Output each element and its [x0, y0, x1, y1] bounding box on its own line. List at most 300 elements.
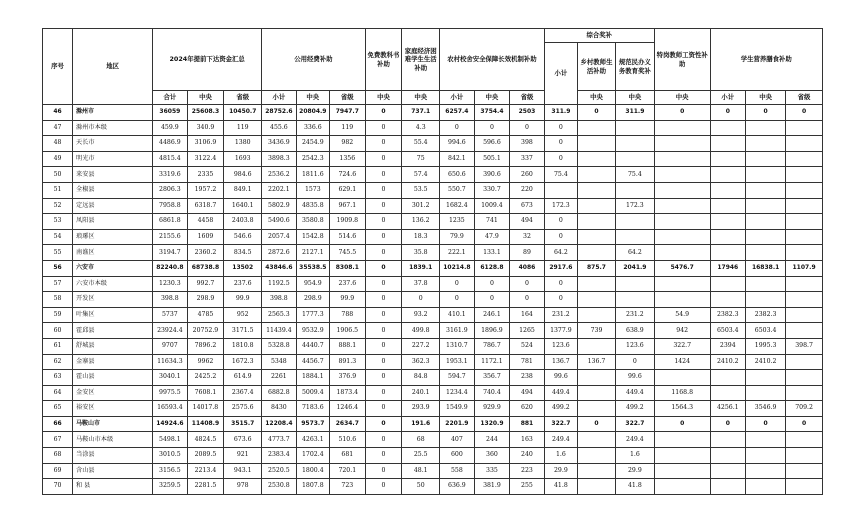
header-central: 中央	[402, 91, 440, 105]
table-row	[43, 120, 823, 136]
row-region: 天长市	[73, 136, 153, 152]
row-cell	[746, 463, 786, 479]
row-cell: 0	[365, 307, 402, 323]
row-cell: 0	[474, 276, 510, 292]
row-cell: 510.6	[330, 432, 366, 448]
header-provincial: 省级	[786, 91, 823, 105]
row-cell: 20804.9	[296, 105, 329, 121]
row-cell: 2565.3	[262, 307, 296, 323]
row-cell: 2201.9	[440, 416, 474, 432]
header-award-subtotal: 小计	[544, 43, 577, 105]
row-seq: 57	[43, 276, 73, 292]
row-cell: 240.1	[402, 385, 440, 401]
row-region: 全椒县	[73, 182, 153, 198]
row-cell: 4.3	[402, 120, 440, 136]
row-cell: 629.1	[330, 182, 366, 198]
row-cell: 614.9	[224, 370, 262, 386]
row-cell	[578, 370, 616, 386]
row-cell: 0	[365, 292, 402, 308]
row-cell: 2394	[710, 338, 746, 354]
row-cell: 6861.8	[153, 214, 187, 230]
header-central: 中央	[615, 91, 654, 105]
row-cell: 740.4	[474, 385, 510, 401]
row-cell: 952	[224, 307, 262, 323]
header-award: 综合奖补	[544, 29, 654, 43]
row-cell: 9707	[153, 338, 187, 354]
row-cell: 298.9	[296, 292, 329, 308]
row-cell: 2202.1	[262, 182, 296, 198]
row-seq: 66	[43, 416, 73, 432]
row-cell	[746, 432, 786, 448]
row-region: 六安市	[73, 260, 153, 276]
row-seq: 64	[43, 385, 73, 401]
row-cell: 43846.6	[262, 260, 296, 276]
row-cell: 322.7	[544, 416, 577, 432]
row-cell: 4785	[187, 307, 224, 323]
row-cell	[710, 136, 746, 152]
row-cell: 255	[510, 479, 544, 495]
table-row	[43, 432, 823, 448]
row-cell	[654, 198, 710, 214]
row-seq: 60	[43, 323, 73, 339]
row-cell: 360	[474, 448, 510, 464]
row-cell: 3171.5	[224, 323, 262, 339]
row-cell	[786, 151, 823, 167]
row-cell	[786, 463, 823, 479]
row-cell	[710, 463, 746, 479]
row-seq: 59	[43, 307, 73, 323]
row-seq: 61	[43, 338, 73, 354]
row-region: 马鞍山市本级	[73, 432, 153, 448]
row-cell: 4824.5	[187, 432, 224, 448]
row-cell: 505.1	[474, 151, 510, 167]
row-cell: 75.4	[615, 167, 654, 183]
header-rural-building: 农村校舍安全保障长效机制补助	[440, 29, 545, 91]
row-cell	[654, 292, 710, 308]
row-cell	[786, 214, 823, 230]
row-cell: 1564.3	[654, 401, 710, 417]
row-seq: 68	[43, 448, 73, 464]
table-row	[43, 229, 823, 245]
header-total: 合计	[153, 91, 187, 105]
row-cell: 57.4	[402, 167, 440, 183]
row-cell: 356.7	[474, 370, 510, 386]
row-cell: 1.6	[615, 448, 654, 464]
row-cell: 3546.9	[746, 401, 786, 417]
row-cell: 32	[510, 229, 544, 245]
header-provincial: 省级	[510, 91, 544, 105]
header-central: 中央	[474, 91, 510, 105]
row-cell	[710, 198, 746, 214]
row-region: 裕安区	[73, 401, 153, 417]
row-cell: 244	[474, 432, 510, 448]
row-region: 南谯区	[73, 245, 153, 261]
row-cell: 673.6	[224, 432, 262, 448]
row-cell: 1896.9	[474, 323, 510, 339]
row-cell: 8308.1	[330, 260, 366, 276]
row-cell	[578, 167, 616, 183]
row-cell: 9975.5	[153, 385, 187, 401]
row-cell: 0	[365, 151, 402, 167]
row-cell: 2520.5	[262, 463, 296, 479]
row-cell	[786, 385, 823, 401]
row-seq: 65	[43, 401, 73, 417]
row-seq: 55	[43, 245, 73, 261]
row-cell: 875.7	[578, 260, 616, 276]
row-cell: 322.7	[654, 338, 710, 354]
row-cell	[654, 120, 710, 136]
row-cell: 12208.4	[262, 416, 296, 432]
row-cell	[578, 136, 616, 152]
row-cell: 594.7	[440, 370, 474, 386]
row-cell	[654, 448, 710, 464]
row-cell: 163	[510, 432, 544, 448]
row-cell: 2261	[262, 370, 296, 386]
row-cell: 737.1	[402, 105, 440, 121]
row-region: 当涂县	[73, 448, 153, 464]
row-cell: 1230.3	[153, 276, 187, 292]
row-cell: 888.1	[330, 338, 366, 354]
row-cell: 1884.1	[296, 370, 329, 386]
row-cell: 5490.6	[262, 214, 296, 230]
row-cell: 0	[544, 292, 577, 308]
row-cell: 55.4	[402, 136, 440, 152]
row-cell: 3010.5	[153, 448, 187, 464]
row-cell: 381.9	[474, 479, 510, 495]
row-cell: 524	[510, 338, 544, 354]
row-cell: 0	[365, 182, 402, 198]
row-cell	[746, 292, 786, 308]
table-row	[43, 276, 823, 292]
row-cell: 788	[330, 307, 366, 323]
row-cell: 68	[402, 432, 440, 448]
row-cell: 246.1	[474, 307, 510, 323]
table-body	[43, 105, 823, 495]
row-cell	[786, 198, 823, 214]
row-cell: 0	[365, 260, 402, 276]
row-cell: 2542.3	[296, 151, 329, 167]
row-cell: 0	[365, 105, 402, 121]
row-cell: 227.2	[402, 338, 440, 354]
row-cell: 514.6	[330, 229, 366, 245]
row-cell: 0	[440, 120, 474, 136]
row-cell: 2536.2	[262, 167, 296, 183]
row-cell: 1246.4	[330, 401, 366, 417]
table-row	[43, 323, 823, 339]
row-cell: 322.7	[615, 416, 654, 432]
row-cell: 1320.9	[474, 416, 510, 432]
row-cell: 10214.8	[440, 260, 474, 276]
row-cell: 2057.4	[262, 229, 296, 245]
row-cell: 2127.1	[296, 245, 329, 261]
row-cell: 709.2	[786, 401, 823, 417]
row-cell: 921	[224, 448, 262, 464]
row-cell	[710, 151, 746, 167]
row-cell: 1377.9	[544, 323, 577, 339]
row-cell: 398.7	[786, 338, 823, 354]
row-cell: 3040.1	[153, 370, 187, 386]
row-cell	[654, 370, 710, 386]
row-cell: 5328.8	[262, 338, 296, 354]
row-cell: 398.8	[262, 292, 296, 308]
row-cell: 5009.4	[296, 385, 329, 401]
row-cell: 29.9	[544, 463, 577, 479]
row-cell: 455.6	[262, 120, 296, 136]
row-seq: 56	[43, 260, 73, 276]
row-cell: 0	[746, 416, 786, 432]
row-seq: 47	[43, 120, 73, 136]
row-cell: 2281.5	[187, 479, 224, 495]
row-cell	[746, 448, 786, 464]
row-seq: 69	[43, 463, 73, 479]
row-cell: 0	[510, 292, 544, 308]
row-cell: 1957.2	[187, 182, 224, 198]
header-subtotal: 小计	[710, 91, 746, 105]
row-cell: 54.9	[654, 307, 710, 323]
row-cell: 4773.7	[262, 432, 296, 448]
row-cell	[710, 167, 746, 183]
row-cell: 558	[440, 463, 474, 479]
row-cell: 1995.3	[746, 338, 786, 354]
row-cell: 620	[510, 401, 544, 417]
row-cell: 1953.1	[440, 354, 474, 370]
row-cell: 7958.8	[153, 198, 187, 214]
row-cell: 954.9	[296, 276, 329, 292]
row-cell	[654, 229, 710, 245]
row-cell: 2213.4	[187, 463, 224, 479]
row-cell	[654, 463, 710, 479]
row-cell: 499.2	[615, 401, 654, 417]
row-cell	[710, 214, 746, 230]
row-cell	[746, 214, 786, 230]
row-cell: 0	[474, 120, 510, 136]
row-cell	[578, 229, 616, 245]
row-seq: 53	[43, 214, 73, 230]
row-cell: 1609	[187, 229, 224, 245]
row-cell	[746, 245, 786, 261]
row-cell: 237.6	[224, 276, 262, 292]
row-cell: 119	[330, 120, 366, 136]
row-cell: 2382.3	[710, 307, 746, 323]
row-cell	[615, 136, 654, 152]
row-cell: 220	[510, 182, 544, 198]
row-cell: 0	[710, 416, 746, 432]
row-cell	[746, 385, 786, 401]
row-cell: 136.7	[544, 354, 577, 370]
row-cell: 499.8	[402, 323, 440, 339]
row-cell: 311.9	[615, 105, 654, 121]
row-cell	[654, 136, 710, 152]
row-cell: 231.2	[615, 307, 654, 323]
row-cell: 3194.7	[153, 245, 187, 261]
row-cell: 340.9	[187, 120, 224, 136]
row-region: 明光市	[73, 151, 153, 167]
row-cell	[746, 198, 786, 214]
row-cell: 2503	[510, 105, 544, 121]
row-cell	[710, 182, 746, 198]
row-cell: 739	[578, 323, 616, 339]
row-cell: 35.8	[402, 245, 440, 261]
row-cell: 881	[510, 416, 544, 432]
header-central: 中央	[578, 91, 616, 105]
row-cell: 1839.1	[402, 260, 440, 276]
row-cell: 4458	[187, 214, 224, 230]
row-cell: 9532.9	[296, 323, 329, 339]
row-cell	[654, 432, 710, 448]
row-cell: 449.4	[544, 385, 577, 401]
row-cell: 13502	[224, 260, 262, 276]
row-seq: 62	[43, 354, 73, 370]
row-cell: 6128.8	[474, 260, 510, 276]
row-cell: 23924.4	[153, 323, 187, 339]
row-cell	[615, 292, 654, 308]
row-cell: 1107.9	[786, 260, 823, 276]
row-cell	[578, 463, 616, 479]
row-cell: 942	[654, 323, 710, 339]
row-cell: 600	[440, 448, 474, 464]
row-cell: 1265	[510, 323, 544, 339]
header-subtotal: 小计	[440, 91, 474, 105]
row-cell: 25608.3	[187, 105, 224, 121]
row-cell: 222.1	[440, 245, 474, 261]
row-cell: 2530.8	[262, 479, 296, 495]
row-cell: 335	[474, 463, 510, 479]
row-cell: 745.5	[330, 245, 366, 261]
row-cell: 0	[544, 120, 577, 136]
row-cell: 249.4	[615, 432, 654, 448]
row-cell: 0	[365, 323, 402, 339]
row-cell: 638.9	[615, 323, 654, 339]
row-cell: 0	[578, 416, 616, 432]
row-cell: 992.7	[187, 276, 224, 292]
row-region: 定远县	[73, 198, 153, 214]
row-cell	[578, 245, 616, 261]
row-cell	[615, 229, 654, 245]
row-cell	[746, 136, 786, 152]
row-cell: 3580.8	[296, 214, 329, 230]
row-cell	[786, 292, 823, 308]
row-cell: 1702.4	[296, 448, 329, 464]
row-cell	[578, 198, 616, 214]
row-cell: 5348	[262, 354, 296, 370]
row-cell: 4263.1	[296, 432, 329, 448]
table-row	[43, 292, 823, 308]
row-cell	[746, 120, 786, 136]
table-row	[43, 167, 823, 183]
row-cell: 0	[365, 448, 402, 464]
row-cell	[578, 307, 616, 323]
row-cell: 298.9	[187, 292, 224, 308]
row-cell: 596.6	[474, 136, 510, 152]
row-cell: 99.9	[224, 292, 262, 308]
row-cell: 8430	[262, 401, 296, 417]
row-region: 舒城县	[73, 338, 153, 354]
row-cell: 0	[786, 416, 823, 432]
row-cell: 6503.4	[710, 323, 746, 339]
row-cell: 0	[440, 292, 474, 308]
row-cell: 172.3	[615, 198, 654, 214]
row-cell	[615, 120, 654, 136]
row-cell	[578, 214, 616, 230]
row-cell: 0	[365, 416, 402, 432]
header-provincial: 省级	[224, 91, 262, 105]
table-row	[43, 136, 823, 152]
row-cell: 494	[510, 214, 544, 230]
row-cell: 1168.8	[654, 385, 710, 401]
row-cell	[786, 307, 823, 323]
row-cell	[544, 182, 577, 198]
row-cell	[746, 182, 786, 198]
row-cell: 0	[365, 245, 402, 261]
row-cell: 741	[474, 214, 510, 230]
row-cell: 3319.6	[153, 167, 187, 183]
row-cell: 123.6	[544, 338, 577, 354]
row-cell: 29.9	[615, 463, 654, 479]
fund-allocation-table	[42, 28, 823, 495]
table-row	[43, 245, 823, 261]
row-cell: 37.8	[402, 276, 440, 292]
row-cell: 449.4	[615, 385, 654, 401]
header-central: 中央	[654, 91, 710, 105]
row-cell: 240	[510, 448, 544, 464]
row-cell: 99.6	[615, 370, 654, 386]
row-cell: 2041.9	[615, 260, 654, 276]
row-cell	[710, 276, 746, 292]
table-row	[43, 307, 823, 323]
row-cell: 967.1	[330, 198, 366, 214]
header-central: 中央	[365, 91, 402, 105]
row-cell: 849.1	[224, 182, 262, 198]
row-cell: 943.1	[224, 463, 262, 479]
row-cell: 2634.7	[330, 416, 366, 432]
row-cell: 1.6	[544, 448, 577, 464]
table-row	[43, 105, 823, 121]
row-cell: 231.2	[544, 307, 577, 323]
table-row	[43, 260, 823, 276]
row-cell: 994.6	[440, 136, 474, 152]
row-cell: 0	[365, 229, 402, 245]
row-cell	[578, 479, 616, 495]
table-row	[43, 151, 823, 167]
row-cell: 2382.3	[746, 307, 786, 323]
row-cell	[710, 479, 746, 495]
table-row	[43, 182, 823, 198]
row-cell: 546.6	[224, 229, 262, 245]
row-cell: 0	[365, 338, 402, 354]
row-cell: 3754.4	[474, 105, 510, 121]
row-region: 马鞍山市	[73, 416, 153, 432]
row-cell: 2917.6	[544, 260, 577, 276]
row-cell: 11439.4	[262, 323, 296, 339]
header-special-teacher: 特岗教师工资性补助	[654, 29, 710, 91]
row-cell: 982	[330, 136, 366, 152]
row-cell	[578, 385, 616, 401]
row-cell: 1811.6	[296, 167, 329, 183]
header-nutrition: 学生营养膳食补助	[710, 29, 823, 91]
row-cell: 724.6	[330, 167, 366, 183]
row-cell	[578, 432, 616, 448]
row-cell: 3161.9	[440, 323, 474, 339]
row-cell: 636.9	[440, 479, 474, 495]
row-cell: 1672.3	[224, 354, 262, 370]
row-cell	[615, 276, 654, 292]
header-award-private-school: 规范民办义务教育奖补	[615, 43, 654, 91]
row-cell: 6257.4	[440, 105, 474, 121]
row-cell	[786, 354, 823, 370]
row-cell: 0	[365, 214, 402, 230]
row-cell: 249.4	[544, 432, 577, 448]
row-region: 叶集区	[73, 307, 153, 323]
